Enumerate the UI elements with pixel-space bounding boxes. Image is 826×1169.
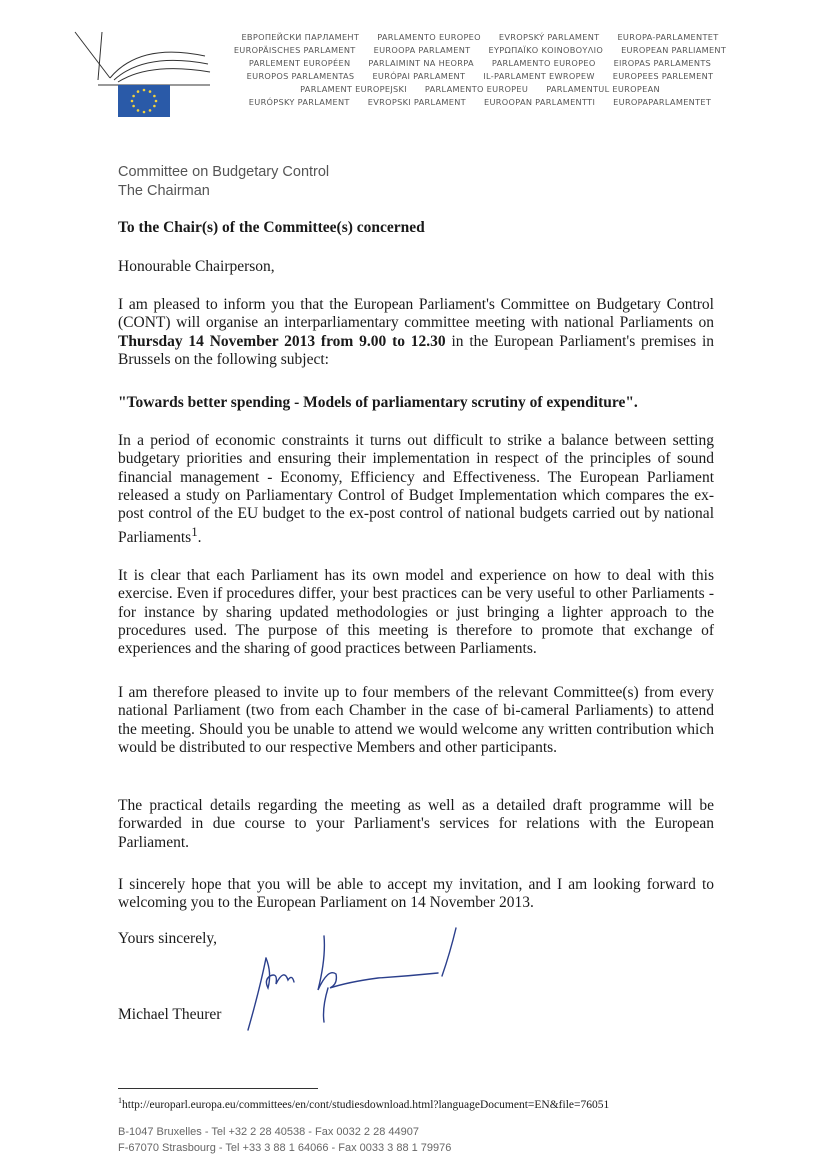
handwritten-signature xyxy=(238,918,468,1038)
paragraph-invitation: I am pleased to inform you that the European Parliament's Committee on Budgetary Control (CONT) will organise an interparliamentary committee meeting with national Parliaments on Thursday 14 November 2013 from 9.00 to 12.30 in the European Parliament's premises in Brussels on the following subject: xyxy=(118,296,715,368)
footnote: $^1$http://europarl.europa.eu/committees/en/cont/studiesdownload.html?languageDocument=EN&file=76051 xyxy=(118,1096,610,1111)
paragraph-practical-details: The practical details regarding the meeting as well as a detailed draft programme will be forwarded in due course to your Parliament's services for relations with the European Parliament. xyxy=(118,797,714,851)
closing-phrase: Yours sincerely, xyxy=(118,930,218,947)
paragraph-closing-hope: I sincerely hope that you will be able to accept my invitation, and I am looking forward to welcoming you to the European Parliament on 14 November 2013. xyxy=(118,876,714,912)
names-row: PARLAMENT EUROPEJSKI PARLAMENTO EUROPEU PARLAMENTUL EUROPEAN xyxy=(300,84,660,95)
footnote-reference: 1 xyxy=(191,524,198,540)
european-parliament-logo xyxy=(70,30,220,120)
footnote-divider xyxy=(118,1088,318,1089)
sender-block xyxy=(118,163,329,201)
salutation: Honourable Chairperson, xyxy=(118,258,275,275)
address-strasbourg: F-67070 Strasbourg - Tel +33 3 88 1 64066 - Fax 0033 3 88 1 79976 xyxy=(118,1142,452,1154)
meeting-subject-title: "Towards better spending - Models of parliamentary scrutiny of expenditure". xyxy=(118,394,638,411)
sender-role: The Chairman xyxy=(118,183,210,199)
names-row: ЕВРОПЕЙСКИ ПАРЛАМЕНТ PARLAMENTO EUROPEO EVROPSKÝ PARLAMENT EUROPA-PARLAMENTET xyxy=(241,32,719,42)
footnote-url[interactable]: http://europarl.europa.eu/committees/en/cont/studiesdownload.html?languageDocument=EN&file=76051 xyxy=(122,1098,610,1111)
paragraph-purpose: It is clear that each Parliament has its own model and experience on how to deal with this exercise. Even if procedures differ, your best practices can be very useful to other Parliaments - for instance by sharing updated methodologies or just bringing a lighter approach to the procedures used. The purpose of this meeting is therefore to promote that exchange of experiences and the sharing of good practices between Parliaments. xyxy=(118,567,714,658)
signer-name: Michael Theurer xyxy=(118,1006,222,1023)
names-row: EURÓPSKY PARLAMENT EVROPSKI PARLAMENT EUROOPAN PARLAMENTTI EUROPAPARLAMENTET xyxy=(248,97,712,108)
paragraph-context: In a period of economic constraints it turns out difficult to strike a balance between setting budgetary priorities and ensuring their implementation in respect of the principles of sound financial management - Economy, Efficiency and Effectiveness. The European Parliament released a study on Parliamentary Control of Budget Implementation which compares the ex-post control of the EU budget to the ex-post control of national budgets carried out by national Parliaments$^1$. xyxy=(118,432,714,547)
address-brussels: B-1047 Bruxelles - Tel +32 2 28 40538 - Fax 0032 2 28 44907 xyxy=(118,1126,419,1138)
names-row: PARLEMENT EUROPÉEN PARLAIMINT NA HEORPA PARLAMENTO EUROPEO EIROPAS PARLAMENTS xyxy=(248,58,712,69)
paragraph-participants: I am therefore pleased to invite up to four members of the relevant Committee(s) from every national Parliament (two from each Chamber in the case of bi-cameral Parliaments) to attend the meeting. Should you be unable to attend we would welcome any written contribution which would be distributed to our respective Members and other participants. xyxy=(118,684,714,756)
meeting-date: Thursday 14 November 2013 from 9.00 to 12.30 xyxy=(118,332,446,350)
names-row: EUROPOS PARLAMENTAS EURÓPAI PARLAMENT IL-PARLAMENT EWROPEW EUROPEES PARLEMENT xyxy=(246,71,714,82)
addressee-heading: To the Chair(s) of the Committee(s) concerned xyxy=(118,219,425,236)
names-row: EUROPÄISCHES PARLAMENT EUROOPA PARLAMENT ΕΥΡΩΠΑΪΚΟ ΚΟΙΝΟΒΟΥΛΙΟ EUROPEAN PARLIAMENT xyxy=(233,45,727,56)
sender-committee: Committee on Budgetary Control xyxy=(118,164,330,180)
office-address-block xyxy=(118,1124,451,1156)
parliament-names-block xyxy=(210,31,750,110)
